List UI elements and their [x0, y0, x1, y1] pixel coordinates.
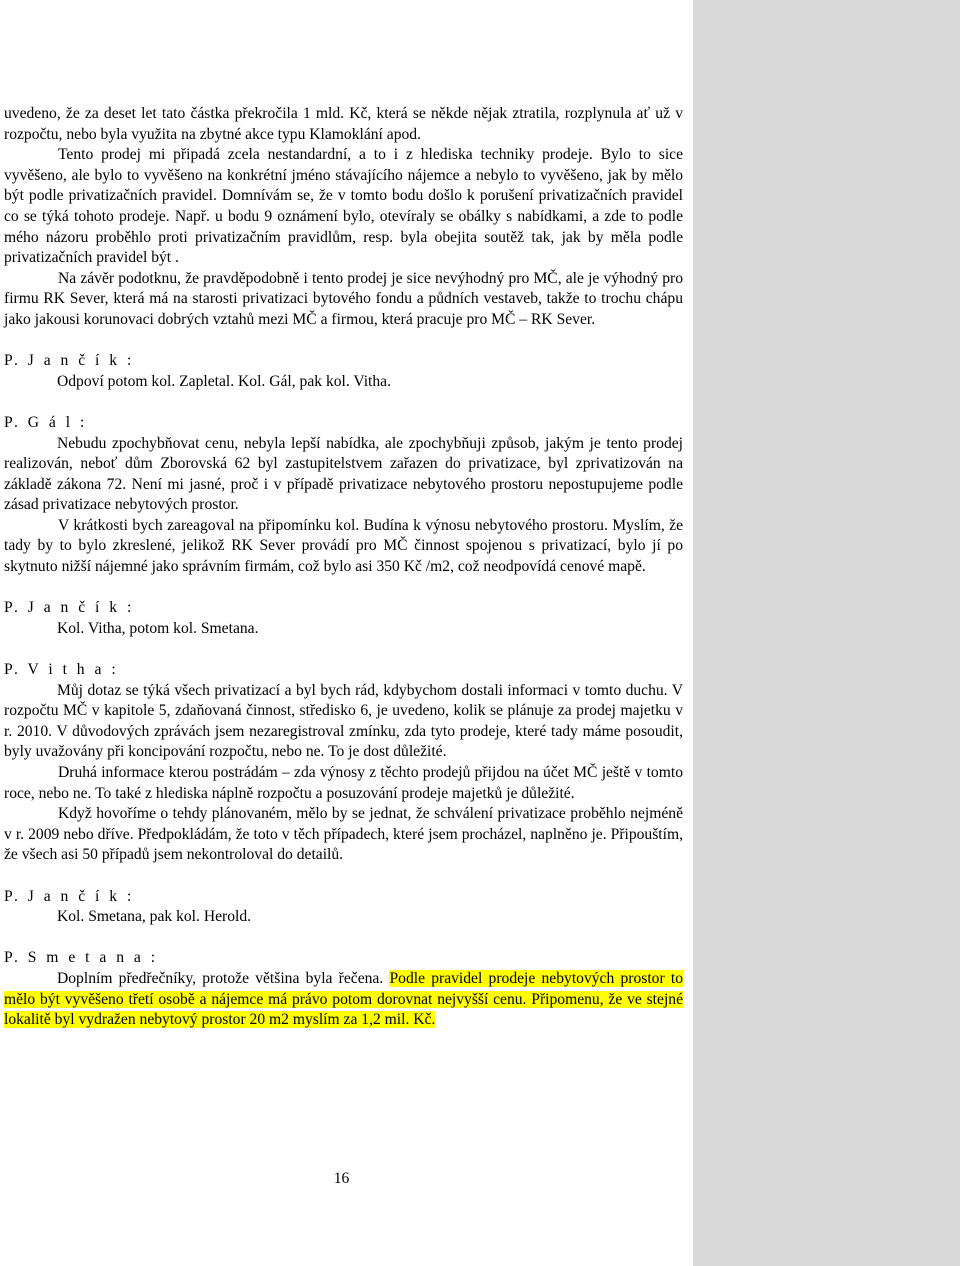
speaker-label: P. V i t h a : [4, 661, 119, 679]
speech-paragraph: Druhá informace kterou postrádám – zda výnosy z těchto prodejů přijdou na účet MČ ještě v tomto roce, nebo ne. To také z hlediska náplně rozpočtu a posuzování prodeje majetků je důležité. [4, 764, 683, 802]
paragraph: Tento prodej mi připadá zcela nestandardní, a to i z hlediska techniky prodeje. Bylo to sice vyvěšeno, ale bylo to vyvěšeno na konkrétní jméno stávajícího nájemce a nebylo to vyvěšeno, jak by mělo být podle privatizačních pravidel. Domnívám se, že v tomto bodu došlo k porušení privatizačních pravidel co se týká tohoto prodeje. Např. u bodu 9 oznámení bylo, otevíraly se obálky s nabídkami, a zde to podle mého názoru proběhlo proti privatizačním pravidlům, resp. byla obejita soutěž tak, jak by měla podle privatizačních pravidel být . [4, 146, 683, 267]
speech-paragraph: Když hovoříme o tehdy plánovaném, mělo by se jednat, že schválení privatizace proběhlo nejméně v r. 2009 nebo dříve. Předpokládám, že toto v těch případech, které jsem procházel, naplněno je. Připouštím, že všech asi 50 případů jsem nekontroloval do detailů. [4, 805, 683, 864]
page-number: 16 [333, 1170, 350, 1187]
speaker-label: P. J a n č í k : [4, 887, 135, 905]
speaker-label: P. G á l : [4, 413, 88, 431]
comment-margin [693, 0, 960, 1266]
speech-paragraph: Můj dotaz se týká všech privatizací a byl bych rád, kdybychom dostali informaci v tomto duchu. V rozpočtu MČ v kapitole 5, zdaňovaná činnost, středisko 6, je uvedeno, kolik se plánuje za prodej majetku v r. 2010. V důvodových zprávách jsem nezaregistroval zmínku, zda tyto prodeje, které tady máme posoudit, byly uvažovány při koncipování rozpočtu, nebo ne. To je dost důležité. [4, 681, 683, 761]
speaker-label: P. J a n č í k : [4, 352, 135, 370]
speech-paragraph: Kol. Smetana, pak kol. Herold. [57, 908, 252, 926]
speech-paragraph: Odpoví potom kol. Zapletal. Kol. Gál, pak kol. Vitha. [57, 372, 391, 390]
speech-paragraph [4, 969, 683, 1031]
paragraph: Na závěr podotknu, že pravděpodobně i tento prodej je sice nevýhodný pro MČ, ale je výhodný pro firmu RK Sever, která má na starosti privatizaci bytového fondu a půdních vestaveb, takže to trochu chápu jako jakousi korunovaci dobrých vztahů mezi MČ a firmou, která pracuje pro MČ – RK Sever. [4, 269, 683, 328]
highlighted-text: Podle pravidel prodeje nebytových prostor to mělo být vyvěšeno třetí osobě a nájemce má právo potom dorovnat nejvyšší cenu. Připomenu, že ve stejné lokalitě byl vydražen nebytový prostor 20 m2 myslím za 1,2 mil. Kč. [4, 969, 684, 1029]
paragraph: uvedeno, že za deset let tato částka překročila 1 mld. Kč, která se někde nějak ztratila, rozplynula ať už v rozpočtu, nebo byla využita na zbytné akce typu Klamoklání apod. [4, 105, 683, 143]
speaker-label: P. S m e t a n a : [4, 949, 159, 967]
speaker-label: P. J a n č í k : [4, 599, 135, 617]
document-body [4, 104, 683, 1031]
speech-paragraph: Nebudu zpochybňovat cenu, nebyla lepší nabídka, ale zpochybňuji způsob, jakým je tento prodej realizován, neboť dům Zborovská 62 byl zastupitelstvem zařazen do privatizace, byl zprivatizován na základě zákona 72. Není mi jasné, proč i v případě privatizace nebytového prostoru nepostupujeme podle zásad privatizace nebytových prostor. [4, 434, 683, 514]
speech-paragraph: V krátkosti bych zareagoval na připomínku kol. Budína k výnosu nebytového prostoru. Myslím, že tady by to bylo zkreslené, jelikož RK Sever provádí pro MČ činnost spojenou s privatizací, bylo jí po skytnuto nižší nájemné jako správním firmám, což bylo asi 350 Kč /m2, což neodpovídá cenové mapě. [4, 516, 683, 576]
speech-paragraph: Kol. Vitha, potom kol. Smetana. [57, 619, 259, 637]
plain-text: Doplním předřečníky, protože většina byla řečena. [57, 969, 384, 987]
